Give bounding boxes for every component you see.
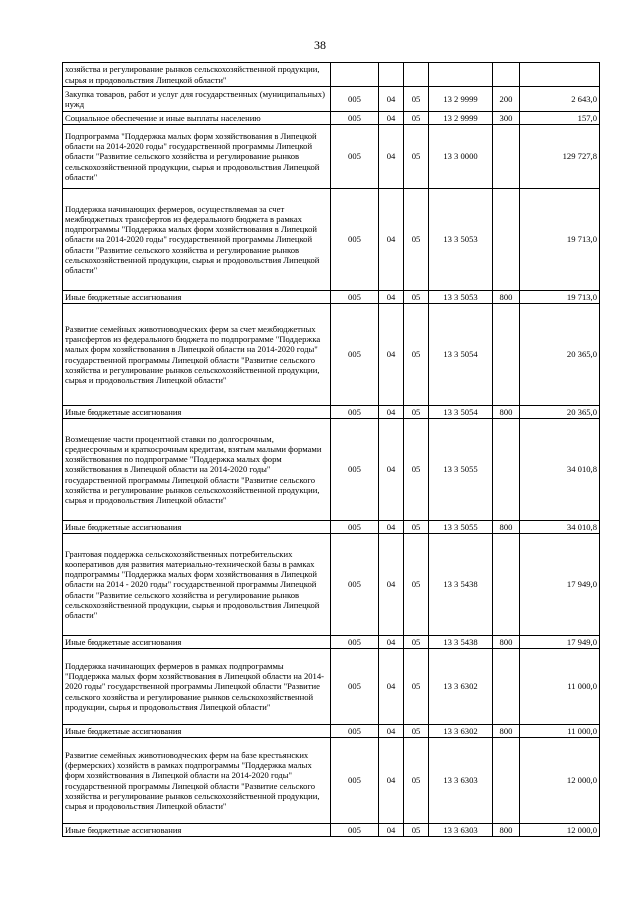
table-row [63, 649, 600, 725]
row-name: хозяйства и регулирование рынков сельскохозяйственной продукции, сырья и продовольствия Липецкой области" [63, 63, 331, 87]
table-row [63, 112, 600, 125]
row-rz: 04 [379, 725, 404, 738]
row-ved: 005 [331, 125, 379, 189]
row-name: Иные бюджетные ассигнования [63, 521, 331, 534]
row-sum: 2 643,0 [520, 87, 600, 112]
row-vr [493, 738, 520, 824]
row-vr [493, 125, 520, 189]
row-name: Закупка товаров, работ и услуг для государственных (муниципальных) нужд [63, 87, 331, 112]
row-sum: 19 713,0 [520, 291, 600, 304]
row-ved: 005 [331, 738, 379, 824]
row-sum: 34 010,8 [520, 419, 600, 521]
row-csr: 13 3 5053 [429, 291, 493, 304]
table-row [63, 189, 600, 291]
row-sum: 20 365,0 [520, 304, 600, 406]
row-ved: 005 [331, 725, 379, 738]
row-pr: 05 [404, 189, 429, 291]
row-vr [493, 534, 520, 636]
row-vr [493, 189, 520, 291]
row-name: Развитие семейных животноводческих ферм за счет межбюджетных трансфертов из федерального бюджета по подпрограмме "Поддержка малых форм хозяйствования в Липецкой области на 2014-2020 годы" государственной программы Липецкой области "Развитие сельского хозяйства и регулирование рынков сельскохозяйственной продукции, сырья и продовольствия Липецкой области" [63, 304, 331, 406]
row-csr: 13 3 6302 [429, 649, 493, 725]
row-csr: 13 3 5438 [429, 534, 493, 636]
row-name: Иные бюджетные ассигнования [63, 291, 331, 304]
row-vr: 800 [493, 725, 520, 738]
row-pr: 05 [404, 419, 429, 521]
row-rz: 04 [379, 738, 404, 824]
row-pr: 05 [404, 406, 429, 419]
row-name: Социальное обеспечение и иные выплаты населению [63, 112, 331, 125]
row-sum: 129 727,8 [520, 125, 600, 189]
table-row [63, 824, 600, 837]
row-sum: 12 000,0 [520, 738, 600, 824]
row-rz: 04 [379, 419, 404, 521]
row-pr: 05 [404, 636, 429, 649]
row-csr: 13 3 5055 [429, 521, 493, 534]
row-vr: 800 [493, 291, 520, 304]
row-name: Иные бюджетные ассигнования [63, 406, 331, 419]
row-csr [429, 63, 493, 87]
row-rz: 04 [379, 304, 404, 406]
row-pr: 05 [404, 649, 429, 725]
row-vr: 800 [493, 406, 520, 419]
row-ved: 005 [331, 87, 379, 112]
row-ved: 005 [331, 291, 379, 304]
row-vr: 800 [493, 824, 520, 837]
row-name: Поддержка начинающих фермеров, осуществляемая за счет межбюджетных трансфертов из федерального бюджета в рамках подпрограммы "Поддержка малых форм хозяйствования в Липецкой области на 2014-2020 годы" государственной программы Липецкой области "Развитие сельского хозяйства и регулирование рынков сельскохозяйственной продукции, сырья и продовольствия Липецкой области" [63, 189, 331, 291]
row-ved: 005 [331, 636, 379, 649]
table-row [63, 304, 600, 406]
table-row [63, 291, 600, 304]
row-rz: 04 [379, 87, 404, 112]
row-ved: 005 [331, 521, 379, 534]
row-name: Иные бюджетные ассигнования [63, 636, 331, 649]
table-row [63, 725, 600, 738]
row-csr: 13 3 5054 [429, 304, 493, 406]
row-sum: 157,0 [520, 112, 600, 125]
row-rz: 04 [379, 534, 404, 636]
row-sum: 12 000,0 [520, 824, 600, 837]
row-rz: 04 [379, 649, 404, 725]
table-row [63, 738, 600, 824]
table-row [63, 534, 600, 636]
row-vr [493, 63, 520, 87]
row-ved: 005 [331, 189, 379, 291]
row-csr: 13 3 5054 [429, 406, 493, 419]
row-pr: 05 [404, 534, 429, 636]
row-csr: 13 3 6302 [429, 725, 493, 738]
row-csr: 13 3 0000 [429, 125, 493, 189]
row-sum: 11 000,0 [520, 649, 600, 725]
row-sum: 20 365,0 [520, 406, 600, 419]
row-sum: 17 949,0 [520, 636, 600, 649]
row-csr: 13 3 5438 [429, 636, 493, 649]
table-row [63, 63, 600, 87]
row-name: Иные бюджетные ассигнования [63, 725, 331, 738]
row-pr: 05 [404, 87, 429, 112]
row-rz: 04 [379, 189, 404, 291]
row-name: Грантовая поддержка сельскохозяйственных потребительских кооперативов для развития материально-технической базы в рамках подпрограммы "Поддержка малых форм хозяйствования в Липецкой области на 2014 - 2020 годы" государственной программы Липецкой области "Развитие сельского хозяйства и регулирование рынков сельскохозяйственной продукции, сырья и продовольствия Липецкой области" [63, 534, 331, 636]
row-pr: 05 [404, 738, 429, 824]
row-sum: 11 000,0 [520, 725, 600, 738]
row-csr: 13 3 6303 [429, 738, 493, 824]
row-ved: 005 [331, 649, 379, 725]
row-rz [379, 63, 404, 87]
row-sum [520, 63, 600, 87]
row-rz: 04 [379, 406, 404, 419]
row-pr: 05 [404, 112, 429, 125]
row-ved: 005 [331, 824, 379, 837]
row-csr: 13 3 5053 [429, 189, 493, 291]
row-rz: 04 [379, 125, 404, 189]
row-pr: 05 [404, 304, 429, 406]
row-csr: 13 2 9999 [429, 87, 493, 112]
row-ved: 005 [331, 534, 379, 636]
row-pr: 05 [404, 824, 429, 837]
row-pr: 05 [404, 125, 429, 189]
row-vr [493, 419, 520, 521]
row-ved [331, 63, 379, 87]
table-row [63, 521, 600, 534]
row-name: Развитие семейных животноводческих ферм на базе крестьянских (фермерских) хозяйств в рамках подпрограммы "Поддержка малых форм хозяйствования в Липецкой области на 2014-2020 годы" государственной программы Липецкой области "Развитие сельского хозяйства и регулирование рынков сельскохозяйственной продукции, сырья и продовольствия Липецкой области" [63, 738, 331, 824]
row-vr [493, 304, 520, 406]
table-row [63, 87, 600, 112]
row-rz: 04 [379, 636, 404, 649]
row-pr [404, 63, 429, 87]
row-name: Иные бюджетные ассигнования [63, 824, 331, 837]
row-pr: 05 [404, 291, 429, 304]
row-vr: 800 [493, 521, 520, 534]
row-csr: 13 2 9999 [429, 112, 493, 125]
row-csr: 13 3 6303 [429, 824, 493, 837]
table-row [63, 406, 600, 419]
table-row [63, 636, 600, 649]
budget-table [62, 62, 600, 837]
row-rz: 04 [379, 291, 404, 304]
row-rz: 04 [379, 824, 404, 837]
row-pr: 05 [404, 725, 429, 738]
row-vr [493, 649, 520, 725]
row-name: Возмещение части процентной ставки по долгосрочным, среднесрочным и краткосрочным кредитам, взятым малыми формами хозяйствования по подпрограмме "Поддержка малых форм хозяйствования в Липецкой области на 2014-2020 годы" государственной программы Липецкой области "Развитие сельского хозяйства и регулирование рынков сельскохозяйственной продукции, сырья и продовольствия Липецкой области" [63, 419, 331, 521]
row-sum: 34 010,8 [520, 521, 600, 534]
row-vr: 200 [493, 87, 520, 112]
row-rz: 04 [379, 521, 404, 534]
row-sum: 19 713,0 [520, 189, 600, 291]
table-row [63, 419, 600, 521]
row-vr: 800 [493, 636, 520, 649]
row-name: Подпрограмма "Поддержка малых форм хозяйствования в Липецкой области на 2014-2020 годы" государственной программы Липецкой области "Развитие сельского хозяйства и регулирование рынков сельскохозяйственной продукции, сырья и продовольствия Липецкой области" [63, 125, 331, 189]
row-vr: 300 [493, 112, 520, 125]
page-number: 38 [314, 38, 326, 52]
row-rz: 04 [379, 112, 404, 125]
row-csr: 13 3 5055 [429, 419, 493, 521]
row-ved: 005 [331, 419, 379, 521]
row-ved: 005 [331, 406, 379, 419]
row-ved: 005 [331, 112, 379, 125]
row-pr: 05 [404, 521, 429, 534]
row-ved: 005 [331, 304, 379, 406]
row-name: Поддержка начинающих фермеров в рамках подпрограммы "Поддержка малых форм хозяйствования в Липецкой области на 2014-2020 годы" государственной программы Липецкой области "Развитие сельского хозяйства и регулирование рынков сельскохозяйственной продукции, сырья и продовольствия Липецкой области" [63, 649, 331, 725]
row-sum: 17 949,0 [520, 534, 600, 636]
table-row [63, 125, 600, 189]
